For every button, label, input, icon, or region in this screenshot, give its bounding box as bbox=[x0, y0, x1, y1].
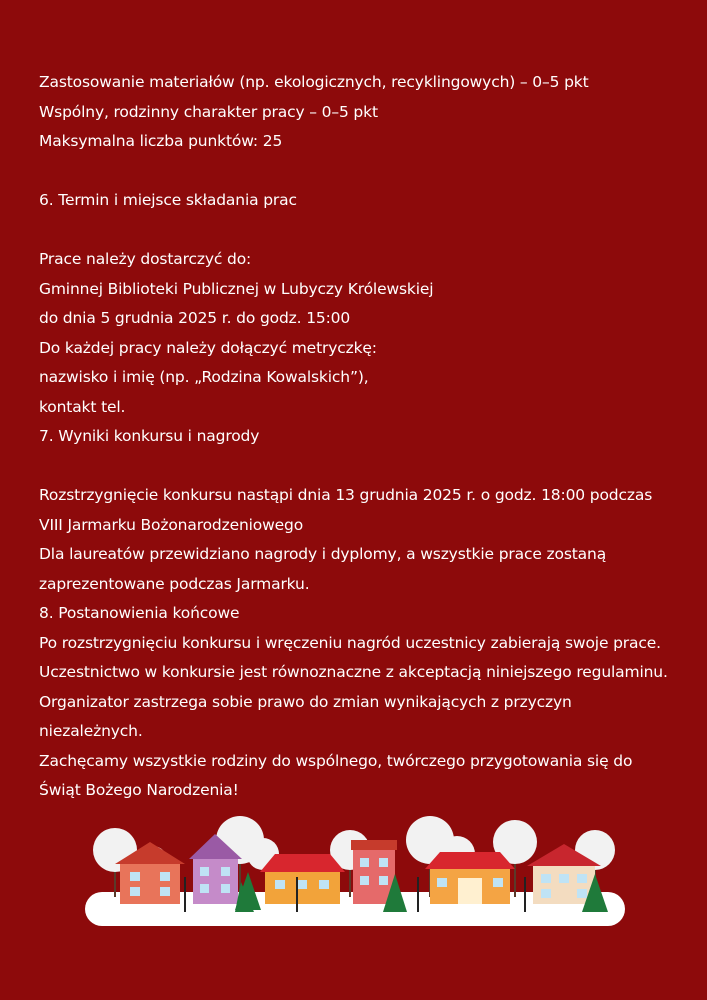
section-7-line: zaprezentowane podczas Jarmarku. bbox=[39, 574, 310, 593]
section-6-line: kontakt tel. bbox=[39, 397, 126, 416]
section-7-line: Rozstrzygnięcie konkursu nastąpi dnia 13 grudnia 2025 r. o godz. 18:00 podczas bbox=[39, 486, 653, 504]
section-6-line: nazwisko i imię (np. „Rodzina Kowalskich”), bbox=[39, 368, 369, 386]
section-6-line: do dnia 5 grudnia 2025 r. do godz. 15:00 bbox=[39, 309, 351, 327]
section-8-line: Organizator zastrzega sobie prawo do zmian wynikających z przyczyn bbox=[39, 692, 572, 711]
section-8-line: Zachęcamy wszystkie rodziny do wspólnego, twórczego przygotowania się do bbox=[39, 751, 633, 770]
section-8-line: Uczestnictwo w konkursie jest równoznaczne z akceptacją niniejszego regulaminu. bbox=[39, 663, 668, 681]
criterion-family: Wspólny, rodzinny charakter pracy – 0–5 pkt bbox=[39, 102, 378, 121]
section-7-heading: 7. Wyniki konkursu i nagrody bbox=[39, 427, 260, 445]
winter-village-illustration bbox=[85, 812, 625, 932]
section-8-heading: 8. Postanowienia końcowe bbox=[39, 604, 240, 622]
section-6-line: Do każdej pracy należy dołączyć metryczkę: bbox=[39, 338, 377, 357]
section-6-line: Gminnej Biblioteki Publicznej w Lubyczy Królewskiej bbox=[39, 279, 434, 298]
section-6-heading: 6. Termin i miejsce składania prac bbox=[39, 191, 297, 209]
section-8-line: Świąt Bożego Narodzenia! bbox=[39, 781, 239, 799]
criterion-max-points: Maksymalna liczba punktów: 25 bbox=[39, 132, 283, 150]
section-7-line: Dla laureatów przewidziano nagrody i dyplomy, a wszystkie prace zostaną bbox=[39, 545, 607, 563]
section-8-line: niezależnych. bbox=[39, 722, 143, 740]
regulations-document bbox=[39, 68, 689, 806]
house bbox=[425, 852, 515, 904]
section-8-line: Po rozstrzygnięciu konkursu i wręczeniu nagród uczestnicy zabierają swoje prace. bbox=[39, 633, 661, 652]
criterion-materials: Zastosowanie materiałów (np. ekologicznych, recyklingowych) – 0–5 pkt bbox=[39, 73, 589, 91]
section-6-line: Prace należy dostarczyć do: bbox=[39, 250, 252, 268]
section-7-line: VIII Jarmarku Bożonarodzeniowego bbox=[39, 515, 304, 534]
house bbox=[260, 854, 345, 904]
